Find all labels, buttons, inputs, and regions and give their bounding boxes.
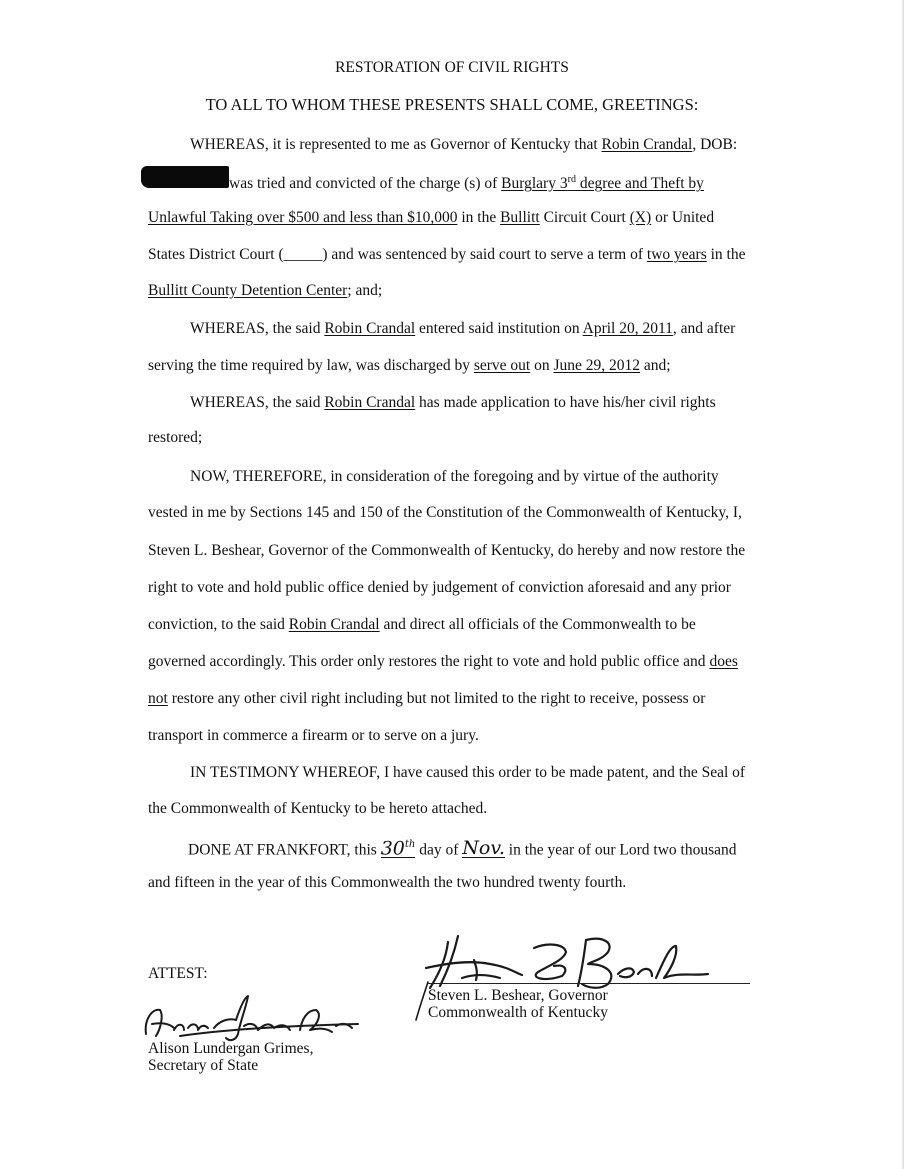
p5-line-1: IN TESTIMONY WHEREOF, I have caused this order to be made patent, and the Seal of [190, 764, 746, 781]
p1-line-1: WHEREAS, it is represented to me as Governor of Kentucky that Robin Crandal, DOB: [190, 136, 738, 153]
p2-line-2: serving the time required by law, was discharged by serve out on June 29, 2012 and; [148, 357, 671, 374]
p3-line-1: WHEREAS, the said Robin Crandal has made application to have his/her civil rights [190, 394, 716, 411]
p3-line-2: restored; [148, 429, 203, 446]
p4-line-2: vested in me by Sections 145 and 150 of the Constitution of the Commonwealth of Kentucky, I, [148, 504, 742, 521]
p1-line-5: Bullitt County Detention Center; and; [148, 282, 383, 299]
secretary-name: Alison Lundergan Grimes, [148, 1040, 314, 1057]
federal-court-blank: _____ [283, 246, 323, 263]
secretary-title: Secretary of State [148, 1057, 259, 1074]
does-emphasis: does [709, 653, 738, 670]
charge-continued: Unlawful Taking over $500 and less than $10,000 [148, 209, 458, 226]
p4-line-5: conviction, to the said Robin Crandal and direct all officials of the Commonwealth to be [148, 616, 696, 633]
secretary-signature [140, 990, 370, 1046]
discharge-date: June 29, 2012 [553, 357, 641, 374]
document-title: RESTORATION OF CIVIL RIGHTS [335, 59, 569, 76]
governor-signature-line [428, 983, 750, 984]
p6-line-1: DONE AT FRANKFORT, this 30th day of Nov. in the year of our Lord two thousand [188, 837, 737, 860]
handwritten-month: Nov. [462, 837, 505, 860]
discharge-type: serve out [473, 357, 531, 374]
charge: Burglary 3rd degree and Theft by [501, 174, 704, 193]
entry-date: April 20, 2011 [582, 320, 673, 337]
governor-office: Commonwealth of Kentucky [428, 1004, 608, 1021]
governor-name-title: Steven L. Beshear, Governor [428, 987, 608, 1004]
county: Bullitt [500, 209, 540, 226]
not-emphasis: not [148, 690, 168, 707]
attest-label: ATTEST: [148, 965, 208, 982]
court-mark: (X) [629, 209, 652, 226]
p4-line-8: transport in commerce a firearm or to serve on a jury. [148, 727, 479, 744]
greeting: TO ALL TO WHOM THESE PRESENTS SHALL COME, GREETINGS: [205, 95, 699, 114]
p4-line-1: NOW, THEREFORE, in consideration of the foregoing and by virtue of the authority [190, 468, 719, 485]
p1-line-3: Unlawful Taking over $500 and less than $10,000 in the Bullitt Circuit Court (X) or United [148, 209, 715, 226]
p6-line-2: and fifteen in the year of this Commonwealth the two hundred twenty fourth. [148, 874, 627, 891]
p5-line-2: the Commonwealth of Kentucky to be hereto attached. [148, 800, 488, 817]
sentence-term: two years [646, 246, 707, 263]
p4-line-3: Steven L. Beshear, Governor of the Commonwealth of Kentucky, do hereby and now restore the [148, 542, 746, 559]
petitioner-name: Robin Crandal [601, 136, 693, 153]
p1-line-2: was tried and convicted of the charge (s) of Burglary 3rd degree and Theft by [229, 174, 704, 193]
facility: Bullitt County Detention Center [148, 282, 348, 299]
handwritten-day: 30th [380, 837, 416, 860]
redaction-bar [141, 166, 229, 188]
p2-line-1: WHEREAS, the said Robin Crandal entered said institution on April 20, 2011, and after [190, 320, 736, 337]
p1-line-4: States District Court (_____) and was sentenced by said court to serve a term of two years in the [148, 246, 746, 263]
p4-line-4: right to vote and hold public office denied by judgement of conviction aforesaid and any prior [148, 579, 731, 596]
p4-line-7: not restore any other civil right including but not limited to the right to receive, possess or [148, 690, 706, 707]
p4-line-6: governed accordingly. This order only restores the right to vote and hold public office and does [148, 653, 738, 670]
